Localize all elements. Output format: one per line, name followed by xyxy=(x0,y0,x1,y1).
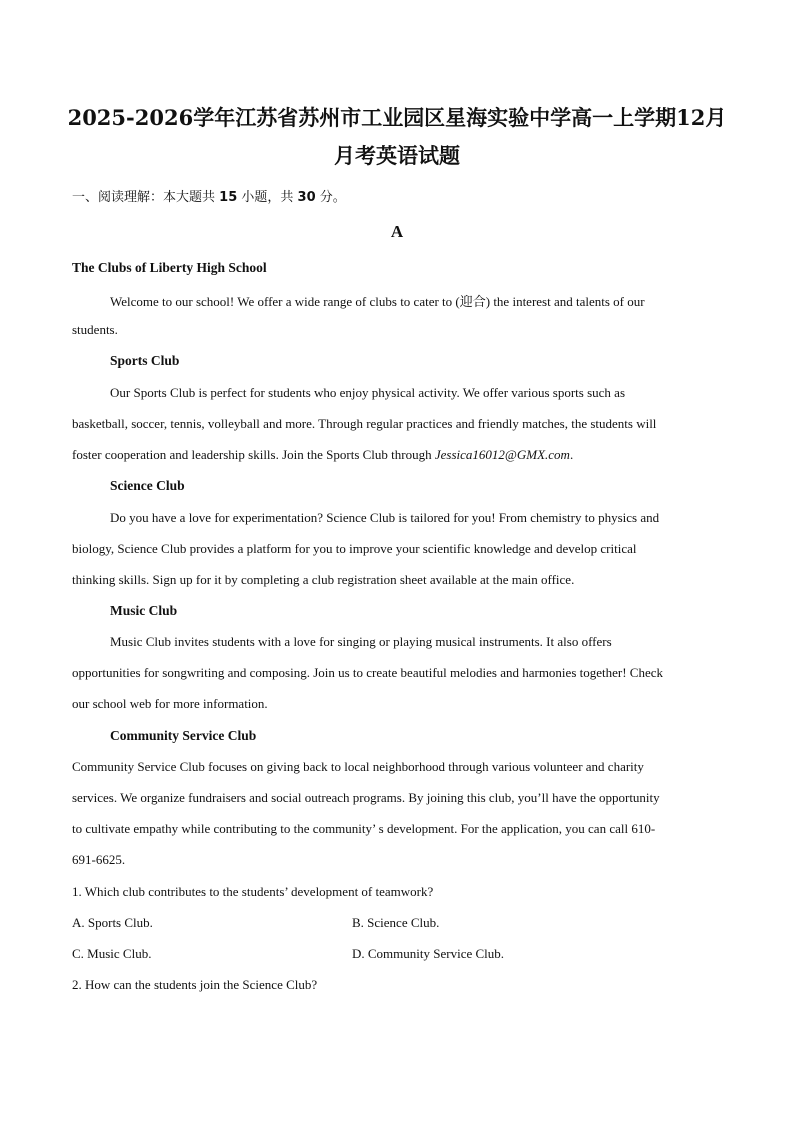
question-2 xyxy=(72,977,317,993)
passage-letter: A xyxy=(390,222,404,241)
section-label-suffix: 分。 xyxy=(319,190,346,205)
sports-email-period: . xyxy=(569,447,574,462)
paragraph-line: Community Service Club focuses on giving back to local neighborhood through various volunteer and charity xyxy=(72,759,644,774)
paragraph-line: thinking skills. Sign up for it by completing a club registration sheet available at the main office. xyxy=(72,572,575,587)
question-text: How can the students join the Science Club? xyxy=(85,977,318,992)
club-heading-music: Music Club xyxy=(110,603,178,618)
paragraph-line: our school web for more information. xyxy=(72,696,268,711)
section-label-prefix: 一、阅读理解：本大题共 xyxy=(72,190,216,205)
section-label-mid: 小题，共 xyxy=(241,190,294,205)
paragraph-line xyxy=(72,447,573,463)
club-heading-sports: Sports Club xyxy=(110,353,180,368)
sports-join-text: foster cooperation and leadership skills. Join the Sports Club through xyxy=(72,447,432,462)
question-1 xyxy=(72,884,433,900)
paragraph-line: to cultivate empathy while contributing to the community’ s development. For the application, you can call 610- xyxy=(72,821,656,836)
option-c[interactable]: C. Music Club. xyxy=(72,946,152,961)
question-number: 1. xyxy=(72,884,82,899)
paragraph-line: Our Sports Club is perfect for students who enjoy physical activity. We offer various sports such as xyxy=(110,385,626,400)
option-d[interactable]: D. Community Service Club. xyxy=(352,946,505,961)
section-header xyxy=(72,186,346,205)
option-b[interactable]: B. Science Club. xyxy=(352,915,440,930)
club-heading-science: Science Club xyxy=(110,478,185,493)
paragraph-line: Music Club invites students with a love for singing or playing musical instruments. It also offers xyxy=(110,634,612,649)
section-question-count: 15 xyxy=(219,190,238,205)
exam-title xyxy=(60,99,734,175)
section-points: 30 xyxy=(297,190,316,205)
paragraph-line: services. We organize fundraisers and social outreach programs. By joining this club, you’ll have the opportunity xyxy=(72,790,660,805)
club-heading-community: Community Service Club xyxy=(110,728,257,743)
question-text: Which club contributes to the students’ development of teamwork? xyxy=(84,884,434,899)
intro-line: students. xyxy=(72,322,118,337)
paragraph-line: biology, Science Club provides a platform for you to improve your scientific knowledge and develop critical xyxy=(72,541,637,556)
exam-title-line-1: 2025-2026学年江苏省苏州市工业园区星海实验中学高一上学期12月 xyxy=(67,105,727,130)
option-a[interactable]: A. Sports Club. xyxy=(72,915,153,930)
exam-title-line-2: 月考英语试题 xyxy=(334,143,460,168)
paragraph-line: 691-6625. xyxy=(72,852,126,867)
intro-line: Welcome to our school! We offer a wide range of clubs to cater to (迎合) the interest and talents of our xyxy=(110,294,645,309)
paragraph-line: opportunities for songwriting and composing. Join us to create beautiful melodies and harmonies together! Check xyxy=(72,665,664,680)
paragraph-line: Do you have a love for experimentation? Science Club is tailored for you! From chemistry to physics and xyxy=(110,510,660,525)
passage-title: The Clubs of Liberty High School xyxy=(72,260,267,275)
sports-club-email: Jessica16012@GMX.com xyxy=(434,447,570,462)
question-number: 2. xyxy=(72,977,82,992)
paragraph-line: basketball, soccer, tennis, volleyball and more. Through regular practices and friendly matches, the students will xyxy=(72,416,657,431)
